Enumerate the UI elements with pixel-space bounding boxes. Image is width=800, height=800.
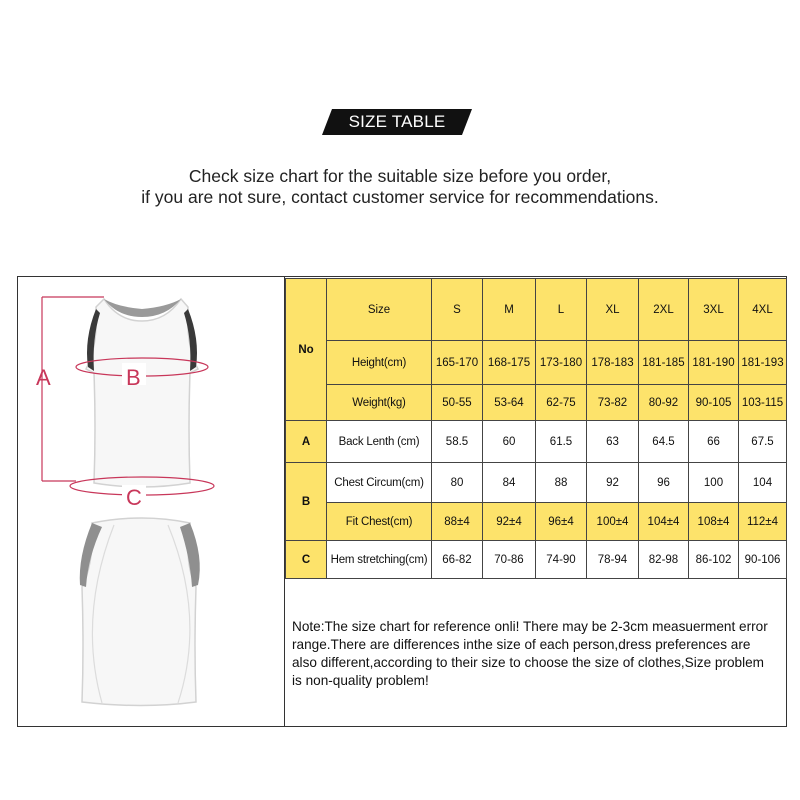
size-note: Note:The size chart for reference onli! There may be 2-3cm measuerment error range.There are differences inthe size of each person,dress preferences are also different,according to their size to choose the size of clothes,Size problem is non-quality problem! xyxy=(292,619,768,688)
fit-chest-value: 96±4 xyxy=(536,503,587,541)
back-length-value: 61.5 xyxy=(536,421,587,463)
weight-value: 73-82 xyxy=(587,385,639,421)
label-a: A xyxy=(36,365,51,390)
back-length-value: 66 xyxy=(689,421,739,463)
fit-chest-value: 108±4 xyxy=(689,503,739,541)
chest-circum-row xyxy=(286,463,787,503)
group-c: C xyxy=(286,541,327,579)
back-length-value: 63 xyxy=(587,421,639,463)
header-row xyxy=(286,279,787,341)
chest-circum-value: 80 xyxy=(432,463,483,503)
intro-line-2: if you are not sure, contact customer service for recommendations. xyxy=(141,187,659,207)
height-value: 173-180 xyxy=(536,341,587,385)
size-xl: XL xyxy=(587,279,639,341)
height-value: 178-183 xyxy=(587,341,639,385)
height-value: 181-185 xyxy=(639,341,689,385)
banner-title: SIZE TABLE xyxy=(348,112,446,131)
back-length-row xyxy=(286,421,787,463)
hem-value: 90-106 xyxy=(739,541,787,579)
size-3xl: 3XL xyxy=(689,279,739,341)
hem-value: 74-90 xyxy=(536,541,587,579)
hem-row xyxy=(286,541,787,579)
fit-chest-value: 100±4 xyxy=(587,503,639,541)
chest-circum-value: 100 xyxy=(689,463,739,503)
fit-chest-value: 112±4 xyxy=(739,503,787,541)
label-c: C xyxy=(126,485,142,510)
hem-value: 66-82 xyxy=(432,541,483,579)
fit-chest-value: 88±4 xyxy=(432,503,483,541)
fit-chest-value: 104±4 xyxy=(639,503,689,541)
chest-circum-value: 92 xyxy=(587,463,639,503)
weight-value: 80-92 xyxy=(639,385,689,421)
size-table-banner xyxy=(322,109,472,135)
height-value: 168-175 xyxy=(483,341,536,385)
chest-circum-value: 84 xyxy=(483,463,536,503)
weight-row xyxy=(286,385,787,421)
fit-chest-value: 92±4 xyxy=(483,503,536,541)
height-value: 165-170 xyxy=(432,341,483,385)
hem-label: Hem stretching(cm) xyxy=(327,541,432,579)
back-length-value: 58.5 xyxy=(432,421,483,463)
back-length-value: 64.5 xyxy=(639,421,689,463)
weight-value: 90-105 xyxy=(689,385,739,421)
size-m: M xyxy=(483,279,536,341)
size-s: S xyxy=(432,279,483,341)
group-no: No xyxy=(286,279,327,421)
height-label: Height(cm) xyxy=(327,341,432,385)
group-b: B xyxy=(286,463,327,541)
weight-value: 50-55 xyxy=(432,385,483,421)
weight-value: 103-115 xyxy=(739,385,787,421)
label-b: B xyxy=(126,365,141,390)
fit-chest-label: Fit Chest(cm) xyxy=(327,503,432,541)
group-a: A xyxy=(286,421,327,463)
vest-front-icon xyxy=(86,299,198,487)
hem-value: 70-86 xyxy=(483,541,536,579)
back-length-label: Back Lenth (cm) xyxy=(327,421,432,463)
vest-back-icon xyxy=(80,518,200,706)
chest-circum-value: 104 xyxy=(739,463,787,503)
height-value: 181-190 xyxy=(689,341,739,385)
size-header: Size xyxy=(327,279,432,341)
height-value: 181-193 xyxy=(739,341,787,385)
chest-circum-value: 96 xyxy=(639,463,689,503)
back-length-value: 67.5 xyxy=(739,421,787,463)
size-table xyxy=(285,278,787,579)
weight-value: 53-64 xyxy=(483,385,536,421)
chest-circum-value: 88 xyxy=(536,463,587,503)
height-row xyxy=(286,341,787,385)
fit-chest-row xyxy=(286,503,787,541)
weight-label: Weight(kg) xyxy=(327,385,432,421)
size-2xl: 2XL xyxy=(639,279,689,341)
intro-line-1: Check size chart for the suitable size before you order, xyxy=(188,166,612,186)
vest-measurement-diagram xyxy=(18,277,283,726)
hem-value: 78-94 xyxy=(587,541,639,579)
back-length-value: 60 xyxy=(483,421,536,463)
weight-value: 62-75 xyxy=(536,385,587,421)
chest-circum-label: Chest Circum(cm) xyxy=(327,463,432,503)
hem-value: 82-98 xyxy=(639,541,689,579)
size-4xl: 4XL xyxy=(739,279,787,341)
size-l: L xyxy=(536,279,587,341)
hem-value: 86-102 xyxy=(689,541,739,579)
